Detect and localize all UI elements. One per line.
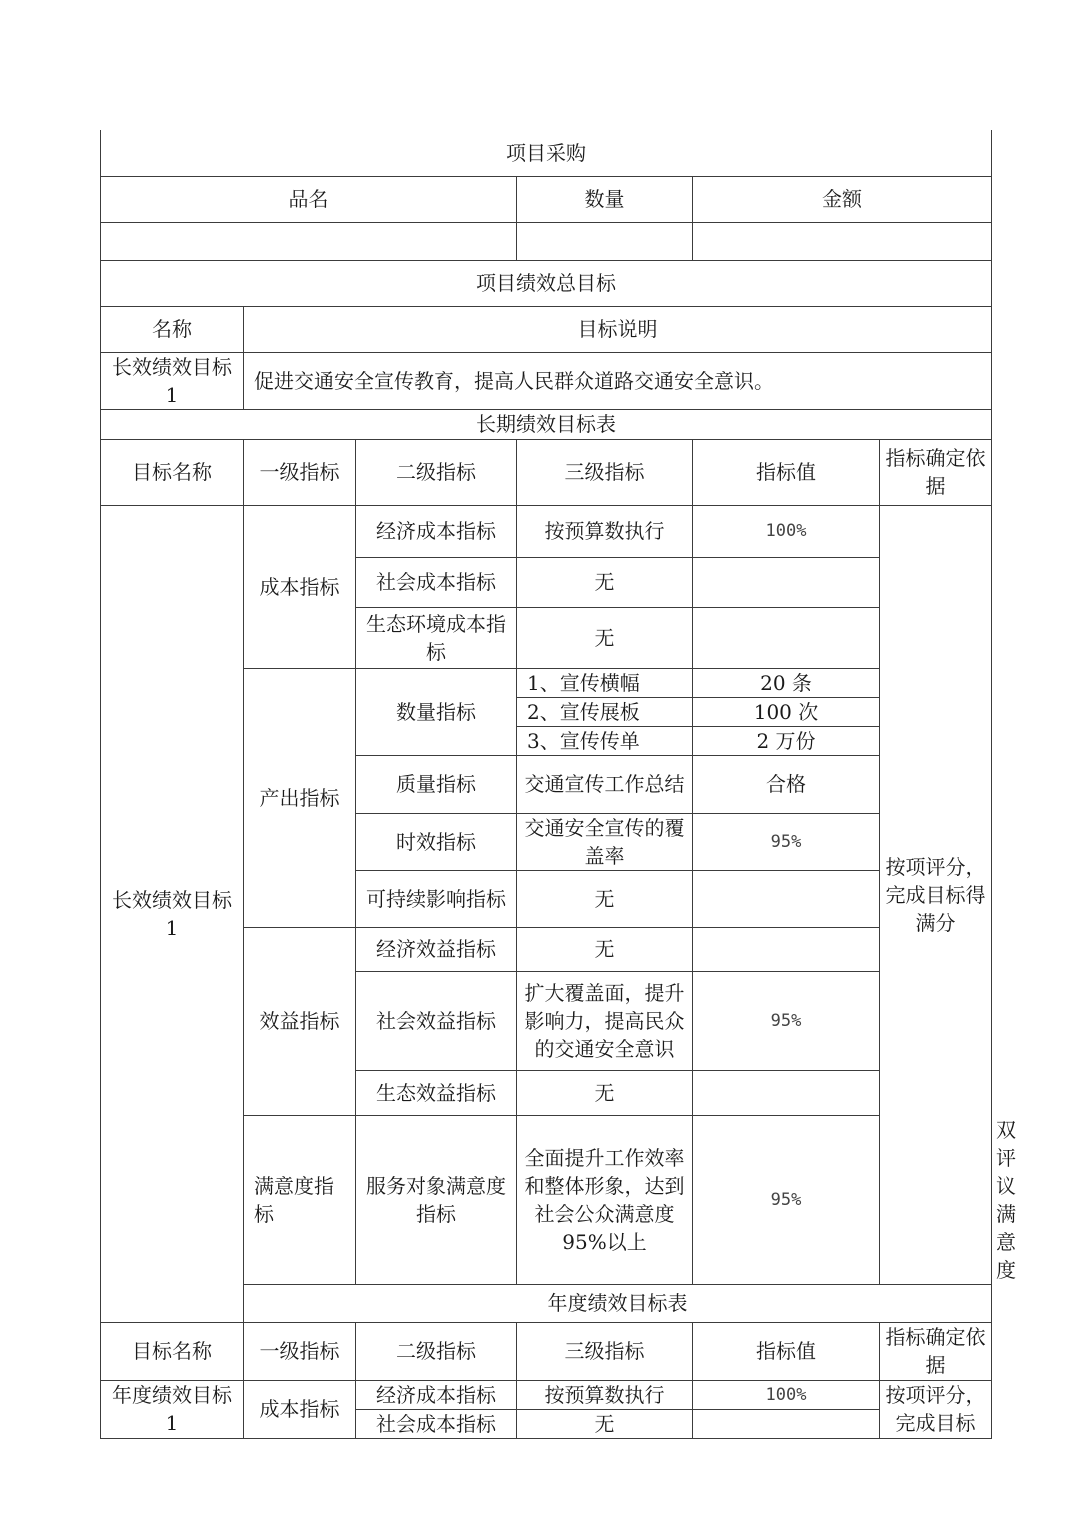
benefit-value: [693, 1070, 880, 1115]
annual-value: [693, 1409, 880, 1438]
annual-header-goal: 目标名称: [101, 1322, 244, 1380]
output-value: 95%: [693, 813, 880, 870]
benefit-value: 95%: [693, 971, 880, 1070]
annual-goal-name: 年度绩效目标 1: [101, 1380, 244, 1438]
output-l3: 交通安全宣传的覆盖率: [517, 813, 693, 870]
output-quantity-l3: 1、宣传横幅: [517, 668, 693, 697]
long-term-title: 长期绩效目标表: [101, 409, 992, 439]
long-term-header-goal: 目标名称: [101, 439, 244, 505]
overall-goal-col-name: 名称: [101, 306, 244, 352]
annual-l2: 社会成本指标: [356, 1409, 517, 1438]
procurement-cell-name: [101, 222, 517, 260]
satisfaction-l2: 服务对象满意度指标: [356, 1115, 517, 1284]
procurement-header-quantity: 数量: [517, 176, 693, 222]
annual-l3: 按预算数执行: [517, 1380, 693, 1409]
overall-goal-row-desc: 促进交通安全宣传教育，提高人民群众道路交通安全意识。: [244, 352, 992, 409]
procurement-header-name: 品名: [101, 176, 517, 222]
output-quantity-value: 20 条: [693, 668, 880, 697]
procurement-header-amount: 金额: [693, 176, 992, 222]
overall-goal-col-desc: 目标说明: [244, 306, 992, 352]
output-quantity-l3: 2、宣传展板: [517, 697, 693, 726]
satisfaction-level1: 满意度指标: [244, 1115, 356, 1284]
output-quantity-l2: 数量指标: [356, 668, 517, 755]
annual-l3: 无: [517, 1409, 693, 1438]
benefit-l3: 扩大覆盖面，提升影响力，提高民众的交通安全意识: [517, 971, 693, 1070]
benefit-level1: 效益指标: [244, 927, 356, 1115]
satisfaction-l3: 全面提升工作效率和整体形象，达到社会公众满意度 95%以上: [517, 1115, 693, 1284]
performance-table: 项目采购 品名 数量 金额 项目绩效总目标 名称 目标说明 长效绩效目标 1 促进交通安全宣传教育，提高人民群众道路交通安全意识。 长期绩效目标表 目标名称 一级指标 二级指标 三级指标 指标值 指标确定依据 长效绩效目标 1 成本指标 经济成本指标 按预算数执行 100% 按项评分，完成目标得满分 社会成本指标 无 生态环境成本指标 无 产出指标 数量指标 1、宣传横幅 20 条 2、宣传展板 100 次 3、宣传传单 2 万份 质量指标 交通宣传工作总结 合格 时效指标 交通安全宣传的覆盖率 95% 可持续影响指标 无 效益指标 经济效益指标 无 社会效益指标 扩大覆盖面，提升影响力，提高民众的交通安全意识 95% 生态效益指标 无 满意度指标 服务对象满意度指标 全面提升工作效率和整体形象，达到社会公众满意度 95%以上 95% 双评议满意度 年度绩效目标表 目标名称 一级指标 二级指标 三级指标 指标值 指标确定依据 年度绩效目标 1 成本指标 经济成本指标 按预算数执行 100% 按项评分，完成目标 社会成本指标 无: [100, 130, 992, 1439]
annual-header-level2: 二级指标: [356, 1322, 517, 1380]
annual-header-basis: 指标确定依据: [880, 1322, 992, 1380]
overall-goal-title: 项目绩效总目标: [101, 260, 992, 306]
cost-l3: 按预算数执行: [517, 505, 693, 557]
performance-table-page: [100, 130, 1017, 1439]
procurement-title: 项目采购: [101, 130, 992, 176]
output-l3: 交通宣传工作总结: [517, 755, 693, 813]
procurement-cell-amount: [693, 222, 992, 260]
annual-header-value: 指标值: [693, 1322, 880, 1380]
output-quantity-value: 100 次: [693, 697, 880, 726]
annual-header-level1: 一级指标: [244, 1322, 356, 1380]
procurement-cell-quantity: [517, 222, 693, 260]
annual-title: 年度绩效目标表: [244, 1284, 992, 1322]
cost-l3: 无: [517, 557, 693, 607]
benefit-l3: 无: [517, 927, 693, 971]
cost-l2: 经济成本指标: [356, 505, 517, 557]
cost-l3: 无: [517, 607, 693, 668]
cost-value: [693, 557, 880, 607]
benefit-l2: 社会效益指标: [356, 971, 517, 1070]
output-l2: 可持续影响指标: [356, 870, 517, 927]
long-term-goal-name: 长效绩效目标 1: [101, 505, 244, 1322]
cost-value: [693, 607, 880, 668]
cost-l2: 社会成本指标: [356, 557, 517, 607]
output-value: [693, 870, 880, 927]
annual-level1: 成本指标: [244, 1380, 356, 1438]
benefit-l2: 生态效益指标: [356, 1070, 517, 1115]
output-l3: 无: [517, 870, 693, 927]
cost-value: 100%: [693, 505, 880, 557]
benefit-value: [693, 927, 880, 971]
benefit-l2: 经济效益指标: [356, 927, 517, 971]
output-level1: 产出指标: [244, 668, 356, 927]
output-quantity-value: 2 万份: [693, 726, 880, 755]
benefit-l3: 无: [517, 1070, 693, 1115]
annual-l2: 经济成本指标: [356, 1380, 517, 1409]
output-quantity-l3: 3、宣传传单: [517, 726, 693, 755]
long-term-header-basis: 指标确定依据: [880, 439, 992, 505]
output-value: 合格: [693, 755, 880, 813]
annual-basis: 按项评分，完成目标: [880, 1380, 992, 1438]
long-term-header-level3: 三级指标: [517, 439, 693, 505]
long-term-basis-main: 按项评分，完成目标得满分: [880, 505, 992, 1284]
satisfaction-value: 95%: [693, 1115, 880, 1284]
annual-value: 100%: [693, 1380, 880, 1409]
output-l2: 质量指标: [356, 755, 517, 813]
output-l2: 时效指标: [356, 813, 517, 870]
overall-goal-row-name: 长效绩效目标 1: [101, 352, 244, 409]
annual-header-level3: 三级指标: [517, 1322, 693, 1380]
long-term-header-level1: 一级指标: [244, 439, 356, 505]
cost-level1: 成本指标: [244, 505, 356, 668]
long-term-header-value: 指标值: [693, 439, 880, 505]
cost-l2: 生态环境成本指标: [356, 607, 517, 668]
long-term-header-level2: 二级指标: [356, 439, 517, 505]
